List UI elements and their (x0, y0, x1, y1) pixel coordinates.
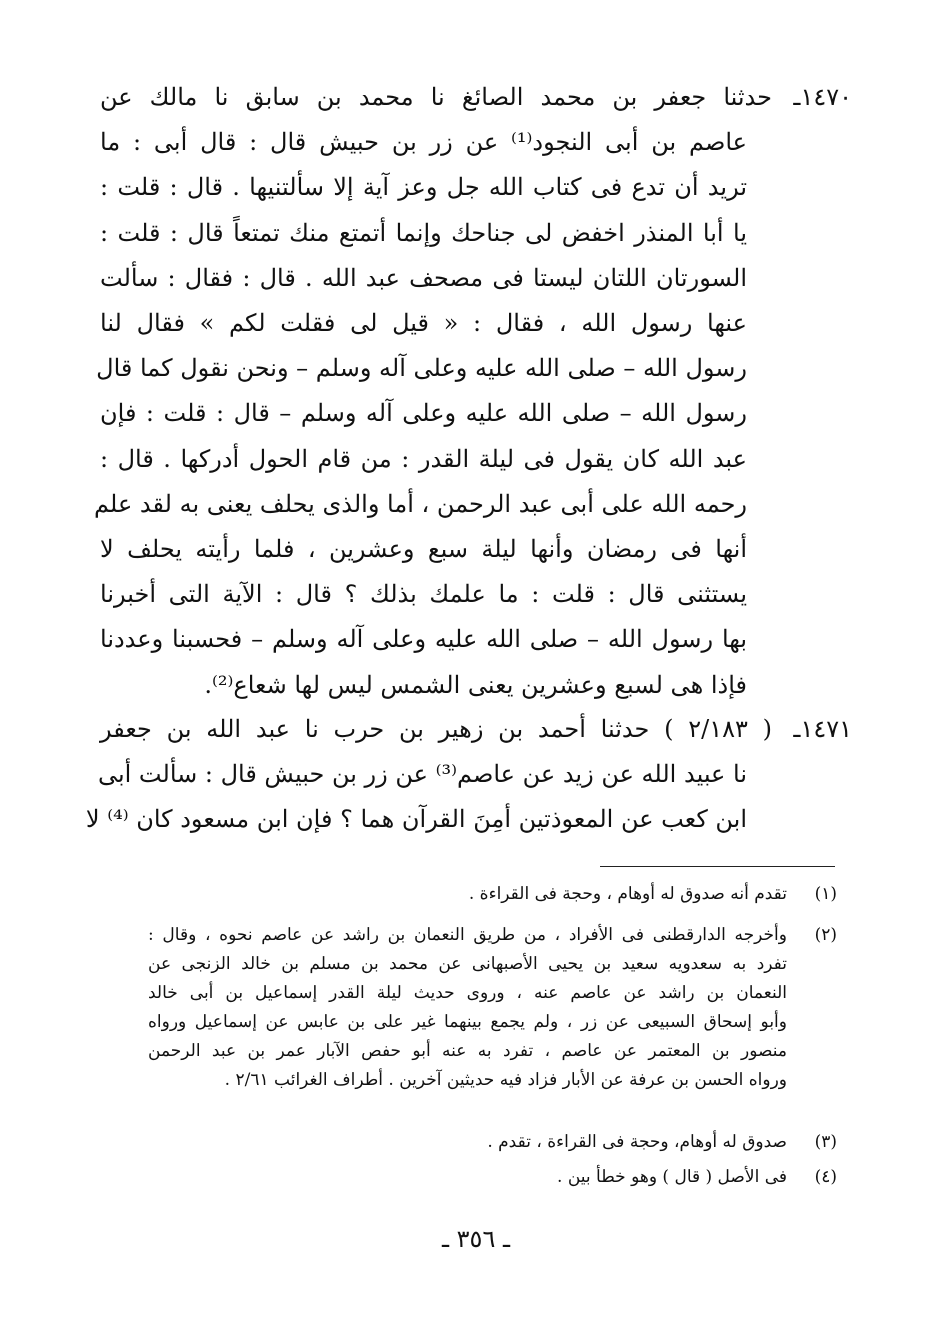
hadith-line: حدثنا جعفر بن محمد الصائغ نا محمد بن سابق نا مالك عن (100, 83, 772, 111)
footnote-line: فى الأصل ( قال ) وهو خطأ بين . (557, 1167, 787, 1187)
hadith-line: تريد أن تدع فى كتاب الله جل وعز آية إلا سألتنيها . قال : قلت : (100, 173, 747, 202)
footnote-number: (٢) (814, 925, 837, 945)
page-number: ـ ٣٥٦ ـ (441, 1225, 510, 1253)
hadith-line: فإذا هى لسبع وعشرين يعنى الشمس ليس لها شعاع⁽²⁾. (204, 670, 747, 699)
footnote-line: النعمان بن راشد عن عاصم عنه ، وروى حديث ليلة القدر إسماعيل بن أبى خالد (148, 983, 787, 1003)
hadith-line: أنها فى رمضان وأنها ليلة سبع وعشرين ، فلما رأيته يحلف لا (100, 535, 747, 563)
hadith-line: ( ٢/١٨٣ ) حدثنا أحمد بن زهير بن حرب نا عبد الله بن جعفر (100, 715, 773, 743)
hadith-line: رسول الله – صلى الله عليه وعلى آله وسلم – ونحن نقول كما قال (96, 354, 747, 383)
hadith-line: نا عبيد الله عن زيد عن عاصم⁽³⁾ عن زر بن حبيش قال : سألت أبى (97, 760, 747, 789)
hadith-line: السورتان اللتان ليستا فى مصحف عبد الله . قال : فقال : سألت (100, 263, 747, 292)
footnote-number: (٤) (814, 1167, 837, 1187)
hadith-line: رسول الله – صلى الله عليه وعلى آله وسلم – قال : قلت : فإن (100, 399, 747, 428)
footnote-number: (١) (814, 884, 837, 904)
footnote-line: وأخرجه الدارقطنى فى الأفراد ، من طريق النعمان بن راشد عن عاصم نحوه ، وقال : (148, 925, 787, 945)
hadith-number: ١٤٧٠ـ (793, 83, 852, 111)
hadith-line: عنها رسول الله ، فقال : « قيل لى فقلت لكم » فقال لنا (100, 309, 747, 337)
hadith-line: بها رسول الله – صلى الله عليه وعلى آله وسلم – فحسبنا وعددنا (100, 625, 747, 654)
hadith-line: يا أبا المنذر اخفض لى جناحك وإنما أتمتع منك تمتعاً قال : قلت : (100, 218, 747, 247)
hadith-line: رحمه الله على أبى عبد الرحمن ، أما والذى يحلف يعنى به لقد علم (94, 489, 747, 518)
footnote-line: تقدم أنه صدوق له أوهام ، وحجة فى القراءة . (468, 884, 787, 904)
hadith-line: عبد الله كان يقول فى ليلة القدر : من قام الحول أدركها . قال : (100, 444, 747, 473)
hadith-number: ١٤٧١ـ (793, 715, 852, 743)
footnote-line: منصور بن المعتمر عن عاصم ، تفرد به عنه أبو حفص الآبار عمر بن عبد الرحمن (148, 1041, 787, 1061)
footnote-line: تفرد به سعدويه سعيد بن يحيى الأصبهانى عن محمد بن مسلم بن خالد الزنجى عن (148, 954, 787, 974)
footnote-number: (٣) (814, 1132, 837, 1152)
footnote-line: وأبو إسحاق السبيعى عن زر ، ولم يجمع بينهما غير على بن عابس عن إسماعيل ورواه (148, 1012, 787, 1032)
footnote-separator (600, 866, 835, 867)
footnote-line: ورواه الحسن بن عرفة عن الأبار فزاد فيه حديثين آخرين . أطراف الغرائب ٢/٦١ . (224, 1070, 787, 1090)
hadith-line: عاصم بن أبى النجود⁽¹⁾ عن زر بن حبيش قال : قال أبى : ما (100, 128, 747, 157)
hadith-line: يستثنى قال : قلت : ما علمك بذلك ؟ قال : الآية التى أخبرنا (100, 580, 747, 609)
footnote-line: صدوق له أوهام، وحجة فى القراءة ، تقدم . (487, 1132, 787, 1152)
hadith-line: ابن كعب عن المعوذتين أمِنَ القرآن هما ؟ فإن ابن مسعود كان ⁽⁴⁾ لا (85, 805, 747, 834)
